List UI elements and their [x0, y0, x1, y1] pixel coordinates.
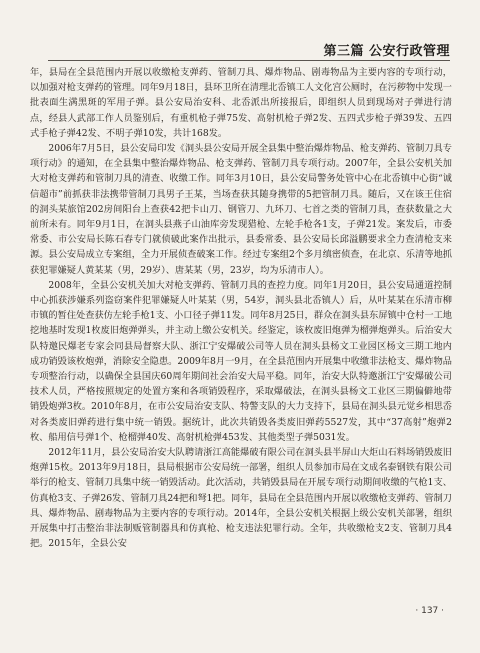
page-number: · 137 ·	[415, 606, 444, 616]
running-header	[20, 40, 460, 62]
section-title: 第三篇 公安行政管理	[323, 44, 450, 59]
paragraph: 2006年7月5日，县公安局印发《洞头县公安局开展全县集中整治爆炸物品、枪支弹药、管制刀具专项行动》的通知，在全县集中整治爆炸物品、枪支弹药、管制刀具专项行动。2007年，全县公安机关加大对枪支弹药和管制刀具的清查、收缴工作。同年3月10日，县公安局警务处管中心在北岙镇中心街“诚信超市”前抓获非法携带管制刀具男子王某，当场查获其随身携带的5把管制刀具。随后，又在该王住宿的洞头某旅馆202房间阳台上查获42把卡山刀、钢管刀、九环刀、七首之类的管制刀具，查获数量之大前所未有。同年9月1日，在洞头县燕子山油库旁发现猎枪、左轮手枪各1支，子弹21发。案发后，市委常委、市公安局长陈石春专门就侦破此案作出批示，县委常委、县公安局长邱溢鹏要求全力查清枪支来源。县公安局成立专案组，全力开展侦查破案工作。经过专案组2个多月缜密侦查，在北京、乐清等地抓获犯罪嫌疑人黄某某（男，29岁）、唐某某（男，23岁，均为乐清市人）。	[30, 143, 452, 276]
paragraph: 年，县局在全县范围内开展以收缴枪支弹药、管制刀具、爆炸物品、剧毒物品为主要内容的专项行动，以加强对枪支弹药的管理。同年9月18日，县环卫所在清理北岙镇工人文化宫公厕时，在污秽物中发现一批表面生满黑斑的军用子弹。县公安局治安科、北岙派出所接报后，即组织人员到现场对子弹进行清点，经县人武部工作人员鉴别后，有重机枪子弹75发、高射机枪子弹2发、五四式步枪子弹39发、五四式手枪子弹42发、不明子弹10发，共计168发。	[30, 67, 452, 139]
header-rule	[48, 60, 450, 61]
paragraph: 2008年，全县公安机关加大对枪支弹药、管制刀具的查控力度。同年1月20日，县公安局通道控制中心抓获涉嫌系列盗窃案件犯罪嫌疑人叶某某（男，54岁，洞头县北岙镇人）后，从叶某某在乐清市柳市镇的暂住处查获仿左轮手枪1支、小口径子弹11发。同年8月25日，群众在洞头县东屏镇中仓村一工地挖地基时发现1枚废旧炮弹弹头，并主动上缴公安机关。经鉴定，该枚废旧炮弹为榴弹炮弹头。后治安大队特邀民爆老专家会同县局督察大队、浙江宁安爆破公司等人员在洞头县杨文工业园区杨文三期工地内成功销毁该枚炮弹，消除安全隐患。2009年8月一9月，在全县范围内开展集中收缴非法枪支、爆炸物品专项整治行动，以确保全县国庆60周年期间社会治安大局平稳。同年，治安大队特邀浙江宁安爆破公司技术人员，严格按照规定的处置方案和各项销毁程序，采取爆破法，在洞头县杨文工业区三期偏僻地带销毁炮弹3枚。2010年8月，在市公安局治安支队、特警支队的大力支持下，县局在洞头县元觉乡相思岙对各类废旧弹药进行集中统一销毁。据统计，此次共销毁各类废旧弹药5527发，其中“37高射”炮弹2枚、船用信号弹1个、枪榴弹40发、高射机枪弹453发、其他类型子弹5031发。	[30, 279, 452, 443]
body-text	[30, 65, 452, 552]
paragraph: 2012年11月，县公安局治安大队聘请浙江高能爆破有限公司在洞头县半屏山大炬山石料场销毁废旧炮弹15枚。2013年9月18日，县局根据市公安局统一部署，组织人员参加市局在文成名泰钢铁有限公司举行的枪支、管制刀具集中统一销毁活动。此次活动，共销毁县局在开展专项行动期间收缴的气枪1支、仿真枪3支、子弹26发、管制刀具24把和弩1把。同年，县局在全县范围内开展以收缴枪支弹药、管制刀具、爆炸物品、剧毒物品为主要内容的专项行动。2014年，全县公安机关根据上级公安机关部署，组织开展集中打击整治非法制贩管制器具和仿真枪、枪支违法犯罪行动。全年，共收缴枪支2支、管制刀具4把。2015年，全县公安	[30, 447, 452, 550]
